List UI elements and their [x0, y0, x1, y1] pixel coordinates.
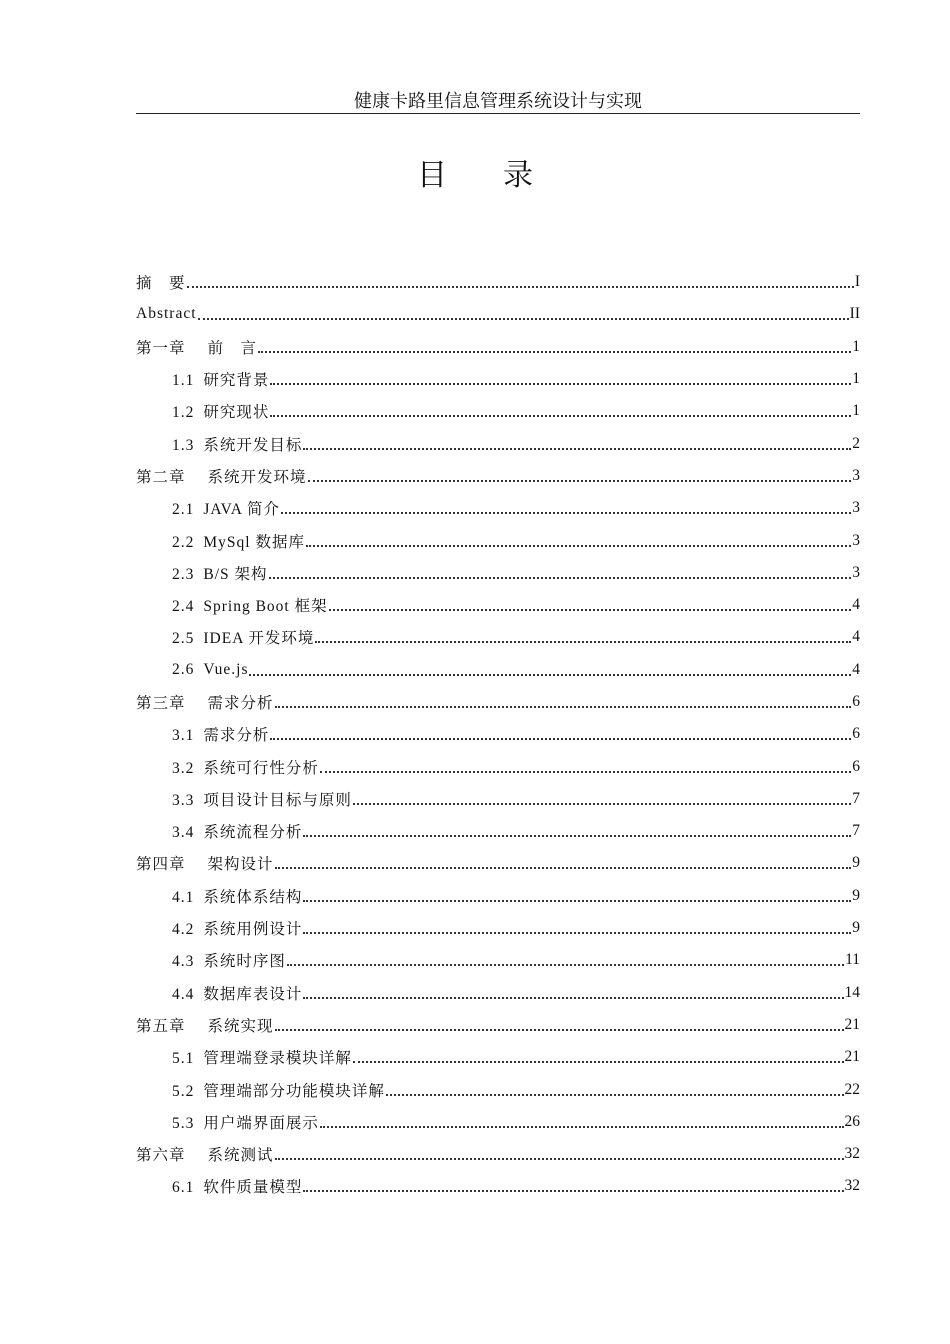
toc-leader-dots [275, 855, 852, 869]
toc-page-number: 1 [852, 337, 860, 355]
toc-leader-dots [303, 1178, 843, 1192]
toc-entry-number: 2.4 [172, 598, 195, 616]
toc-entry-text [172, 982, 302, 1004]
toc-entry-number: 4.1 [172, 888, 195, 906]
toc-entry-text [172, 1111, 319, 1133]
toc-leader-dots [270, 371, 851, 385]
toc-leader-dots [306, 533, 851, 547]
toc-leader-dots [329, 597, 852, 611]
toc-leader-dots [287, 952, 844, 966]
toc-entry[interactable] [136, 750, 860, 782]
toc-leader-dots [269, 565, 852, 579]
toc-entry-number: 5.1 [172, 1050, 195, 1068]
toc-leader-dots [270, 403, 851, 417]
toc-entry[interactable] [136, 1041, 860, 1073]
toc-entry-label: 数据库表设计 [203, 985, 303, 1003]
toc-leader-dots [315, 629, 851, 643]
toc-entry-number: 3.3 [172, 791, 195, 809]
toc-page-number: 6 [852, 693, 860, 710]
toc-entry-number: 1.1 [172, 372, 195, 390]
toc-entry[interactable] [136, 363, 860, 395]
toc-leader-dots [353, 791, 851, 805]
toc-entry[interactable] [136, 815, 860, 847]
toc-entry-number: 第六章 [136, 1147, 186, 1165]
toc-entry-text [172, 1175, 302, 1197]
toc-entry-text [172, 626, 314, 648]
toc-entry[interactable] [136, 1170, 860, 1202]
toc-entry-text [172, 594, 328, 616]
toc-leader-dots [275, 1146, 844, 1160]
toc-entry[interactable] [136, 847, 860, 879]
toc-entry-label: 系统时序图 [203, 953, 286, 971]
toc-entry[interactable] [136, 912, 860, 944]
toc-entry[interactable] [136, 1106, 860, 1138]
toc-entry-number: 5.3 [172, 1114, 195, 1132]
toc-entry-label: Spring Boot 框架 [203, 598, 328, 616]
toc-leader-dots [281, 500, 851, 514]
toc-entry-number: 第一章 [136, 339, 186, 357]
toc-entry[interactable] [136, 783, 860, 815]
toc-page-number: 6 [852, 725, 860, 743]
toc-entry-number: 2.3 [172, 565, 195, 583]
toc-entry[interactable] [136, 395, 860, 427]
table-of-contents [136, 266, 860, 1203]
toc-entry-text [172, 497, 280, 519]
toc-page-number: 2 [852, 434, 860, 452]
toc-entry-number: 1.3 [172, 436, 195, 454]
toc-entry-number: 3.1 [172, 727, 195, 745]
toc-entry-text [172, 723, 269, 745]
toc-entry[interactable] [136, 1009, 860, 1041]
toc-entry-text [136, 852, 274, 874]
toc-page-number: 1 [852, 370, 860, 388]
toc-entry-number: 6.1 [172, 1179, 195, 1197]
toc-entry[interactable] [136, 460, 860, 492]
toc-leader-dots [258, 339, 851, 353]
toc-title: 目录 [417, 159, 589, 192]
toc-page-number: 3 [852, 499, 860, 517]
toc-entry-number: 第五章 [136, 1017, 186, 1035]
toc-leader-dots [308, 468, 852, 482]
toc-entry-label: 系统体系结构 [203, 888, 303, 906]
toc-page-number: 22 [844, 1080, 860, 1098]
toc-entry-label: 架构设计 [207, 856, 274, 874]
toc-page-number: 4 [852, 628, 860, 646]
toc-entry-label: IDEA 开发环境 [203, 630, 315, 648]
toc-entry-label: 摘 要 [136, 275, 186, 293]
toc-entry[interactable] [136, 427, 860, 459]
toc-entry[interactable] [136, 880, 860, 912]
toc-entry-text [172, 917, 302, 939]
toc-entry-number: 2.6 [172, 660, 195, 678]
toc-page-number: 14 [844, 983, 860, 1001]
toc-entry-label: 研究现状 [203, 404, 270, 422]
toc-leader-dots [303, 888, 851, 902]
toc-leader-dots [320, 759, 851, 773]
toc-page-number: 9 [852, 919, 860, 937]
toc-entry-text [172, 368, 269, 390]
toc-page-number: 9 [852, 854, 860, 872]
toc-entry[interactable] [136, 654, 860, 686]
toc-entry[interactable] [136, 944, 860, 976]
toc-entry-label: 用户端界面展示 [203, 1114, 319, 1132]
toc-entry-number: 5.2 [172, 1082, 195, 1100]
toc-entry-text [136, 305, 197, 323]
toc-entry[interactable] [136, 298, 860, 330]
toc-page-number: 32 [844, 1145, 860, 1163]
toc-entry-label: MySql 数据库 [203, 533, 305, 551]
toc-entry-number: 3.2 [172, 759, 195, 777]
toc-entry[interactable] [136, 686, 860, 718]
toc-leader-dots [198, 306, 849, 320]
toc-leader-dots [303, 436, 851, 450]
toc-entry-text [172, 400, 269, 422]
toc-entry-number: 4.2 [172, 921, 195, 939]
toc-entry-text [136, 691, 274, 713]
toc-entry-text [172, 562, 268, 584]
toc-entry-number: 1.2 [172, 404, 195, 422]
toc-entry-number: 4.3 [172, 953, 195, 971]
toc-leader-dots [275, 1017, 844, 1031]
toc-page-number: 4 [852, 660, 860, 678]
toc-entry-text [136, 465, 307, 487]
toc-entry-label: 需求分析 [203, 727, 270, 745]
toc-leader-dots [249, 662, 851, 676]
document-title: 健康卡路里信息管理系统设计与实现 [354, 91, 642, 111]
toc-entry-number: 4.4 [172, 985, 195, 1003]
toc-entry-text [172, 756, 319, 778]
toc-entry-text [172, 1046, 352, 1068]
toc-entry[interactable] [136, 331, 860, 363]
toc-entry[interactable] [136, 718, 860, 750]
toc-page-number: 11 [845, 951, 860, 969]
toc-entry-text [172, 885, 302, 907]
toc-entry-label: Abstract [136, 305, 197, 323]
toc-entry-label: 研究背景 [203, 372, 270, 390]
toc-page-number: 26 [844, 1112, 860, 1130]
toc-leader-dots [275, 694, 852, 708]
toc-entry[interactable] [136, 589, 860, 621]
toc-entry-number: 2.5 [172, 630, 195, 648]
toc-entry-label: Vue.js [203, 660, 249, 678]
toc-entry-label: 需求分析 [207, 695, 274, 712]
toc-entry[interactable] [136, 266, 860, 298]
toc-page-number: 3 [852, 531, 860, 549]
toc-entry-text [172, 949, 286, 971]
toc-entry-label: 系统用例设计 [203, 921, 303, 939]
toc-entry-number: 第二章 [136, 468, 186, 486]
toc-page-number: 21 [844, 1048, 860, 1066]
toc-entry-label: 项目设计目标与原则 [203, 791, 352, 809]
toc-entry-label: B/S 架构 [203, 565, 268, 583]
toc-page-number: 7 [852, 822, 860, 840]
toc-entry-text [136, 1143, 274, 1165]
toc-entry-number: 2.1 [172, 501, 195, 519]
toc-leader-dots [386, 1082, 844, 1096]
toc-entry[interactable] [136, 1073, 860, 1105]
toc-leader-dots [303, 920, 851, 934]
toc-entry-text [172, 661, 248, 679]
toc-entry-label: 系统开发目标 [203, 436, 303, 454]
toc-entry-text [172, 1079, 385, 1101]
toc-entry-number: 3.4 [172, 824, 195, 842]
toc-entry-text [172, 788, 352, 810]
toc-entry-label: 系统实现 [207, 1017, 274, 1035]
toc-leader-dots [187, 274, 854, 288]
toc-page-number: 3 [852, 466, 860, 484]
toc-entry-label: 管理端部分功能模块详解 [203, 1082, 385, 1100]
toc-page-number: 6 [852, 757, 860, 775]
toc-entry[interactable] [136, 977, 860, 1009]
toc-entry[interactable] [136, 621, 860, 653]
toc-entry-label: 软件质量模型 [203, 1179, 303, 1197]
toc-page-number: 32 [844, 1177, 860, 1195]
toc-leader-dots [353, 1049, 844, 1063]
page-header [136, 90, 860, 114]
toc-page-number: I [854, 273, 860, 291]
toc-entry-number: 2.2 [172, 533, 195, 551]
toc-page-number: 3 [852, 563, 860, 581]
toc-entry-number: 第四章 [136, 856, 186, 874]
toc-page-number: 1 [852, 402, 860, 420]
toc-entry-label: 管理端登录模块详解 [203, 1050, 352, 1068]
toc-entry[interactable] [136, 1138, 860, 1170]
toc-page-number: 9 [852, 886, 860, 904]
toc-page-number: 7 [852, 789, 860, 807]
toc-leader-dots [303, 985, 843, 999]
toc-page-number: 21 [844, 1015, 860, 1033]
toc-entry-label: 系统可行性分析 [203, 759, 319, 777]
toc-entry-text [172, 433, 302, 455]
toc-entry-label: 系统开发环境 [207, 468, 307, 486]
toc-entry-number: 第三章 [136, 695, 186, 712]
toc-entry[interactable] [136, 492, 860, 524]
toc-entry-label: 系统流程分析 [203, 824, 303, 842]
toc-entry-label: 系统测试 [207, 1147, 274, 1165]
toc-leader-dots [320, 1114, 844, 1128]
toc-entry-label: 前 言 [207, 339, 258, 357]
toc-entry-label: JAVA 简介 [203, 501, 281, 519]
toc-page-number: 4 [852, 596, 860, 614]
toc-entry-text [172, 530, 305, 552]
toc-leader-dots [270, 726, 851, 740]
toc-entry[interactable] [136, 524, 860, 556]
toc-page-number: II [849, 305, 860, 323]
toc-entry-text [172, 820, 302, 842]
toc-entry-text [136, 1014, 274, 1036]
toc-entry-text [136, 336, 257, 358]
toc-entry[interactable] [136, 557, 860, 589]
toc-leader-dots [303, 823, 851, 837]
toc-entry-text [136, 271, 186, 293]
